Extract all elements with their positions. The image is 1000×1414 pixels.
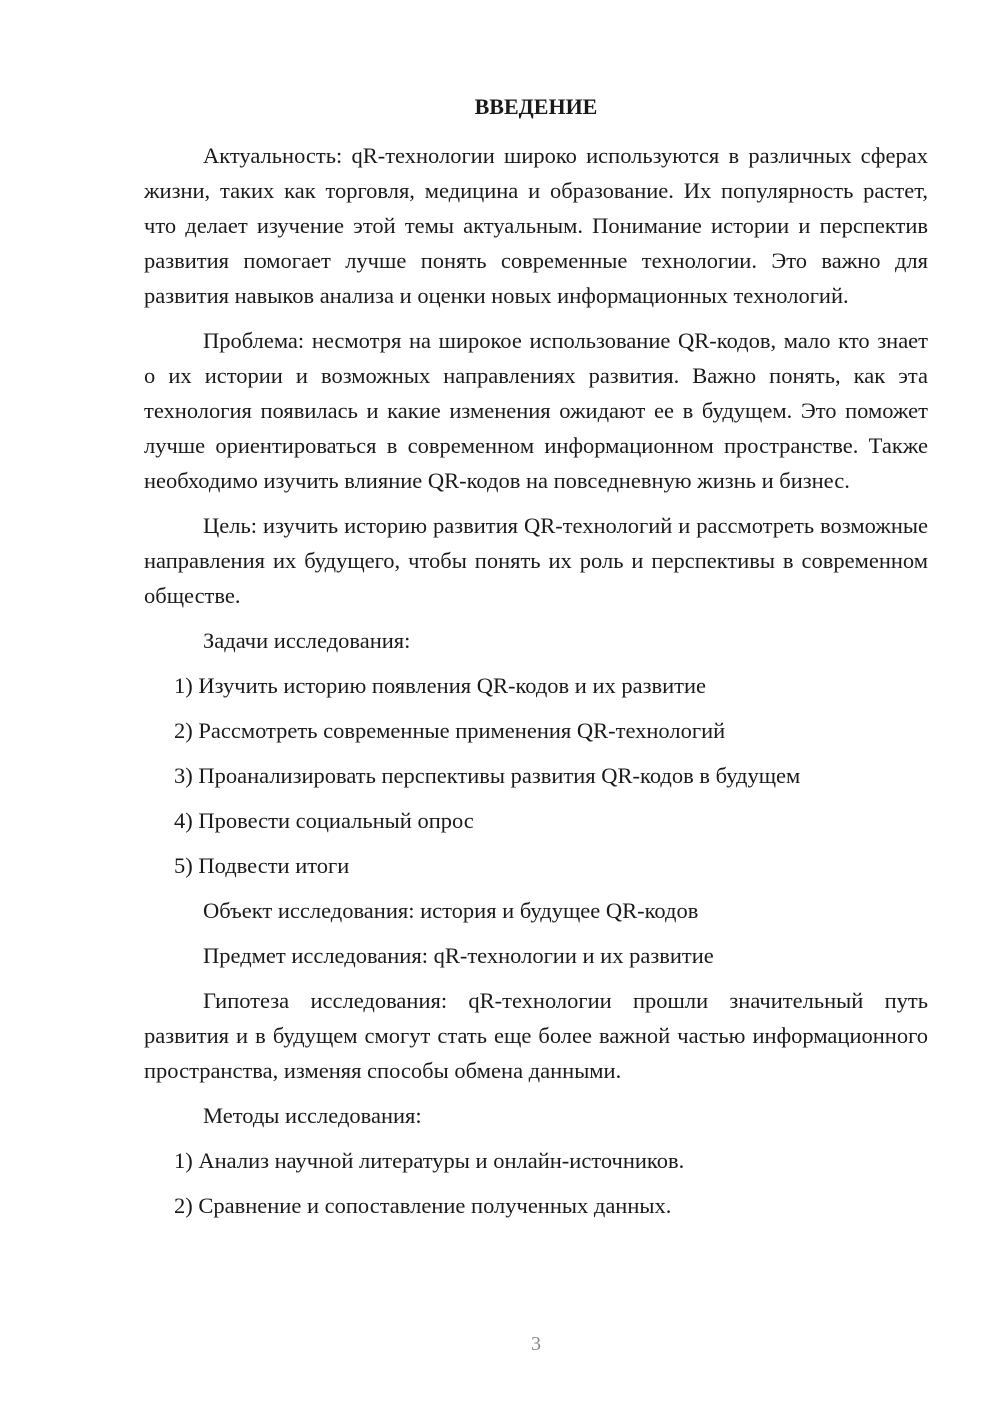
page-number: 3 [531,1333,541,1355]
research-subject: Предмет исследования: qR-технологии и их развитие [203,943,714,968]
list-item: 1) Изучить историю появления QR-кодов и их развитие [174,673,707,698]
research-object: Объект исследования: история и будущее QR-кодов [203,898,699,923]
tasks-list [144,668,928,883]
list-item: 1) Анализ научной литературы и онлайн-источников. [174,1148,685,1173]
list-item: 2) Сравнение и сопоставление полученных данных. [174,1193,672,1218]
relevance-paragraph: Актуальность: qR-технологии широко используются в различных сферах жизни, таких как торговля, медицина и образование. Их популярность растет, что делает изучение этой темы актуальным. Понимание истории и перспектив развития помогает лучше понять современные технологии. Это важно для развития навыков анализа и оценки новых информационных технологий. [144,143,928,308]
goal-paragraph: Цель: изучить историю развития QR-технологий и рассмотреть возможные направления их будущего, чтобы понять их роль и перспективы в современном обществе. [144,513,928,608]
document-page [144,92,928,1233]
hypothesis-paragraph: Гипотеза исследования: qR-технологии прошли значительный путь развития и в будущем смогут стать еще более важной частью информационного пространства, изменяя способы обмена данными. [144,988,928,1083]
section-title: ВВЕДЕНИЕ [474,94,598,119]
list-item: 4) Провести социальный опрос [174,808,474,833]
problem-paragraph: Проблема: несмотря на широкое использование QR-кодов, мало кто знает о их истории и возможных направлениях развития. Важно понять, как эта технология появилась и какие изменения ожидают ее в будущем. Это поможет лучше ориентироваться в современном информационном пространстве. Также необходимо изучить влияние QR-кодов на повседневную жизнь и бизнес. [144,328,928,493]
tasks-heading: Задачи исследования: [203,628,411,653]
list-item: 3) Проанализировать перспективы развития QR-кодов в будущем [174,763,801,788]
methods-list [144,1143,928,1223]
list-item: 5) Подвести итоги [174,853,350,878]
list-item: 2) Рассмотреть современные применения QR-технологий [174,718,726,743]
methods-heading: Методы исследования: [203,1103,422,1128]
